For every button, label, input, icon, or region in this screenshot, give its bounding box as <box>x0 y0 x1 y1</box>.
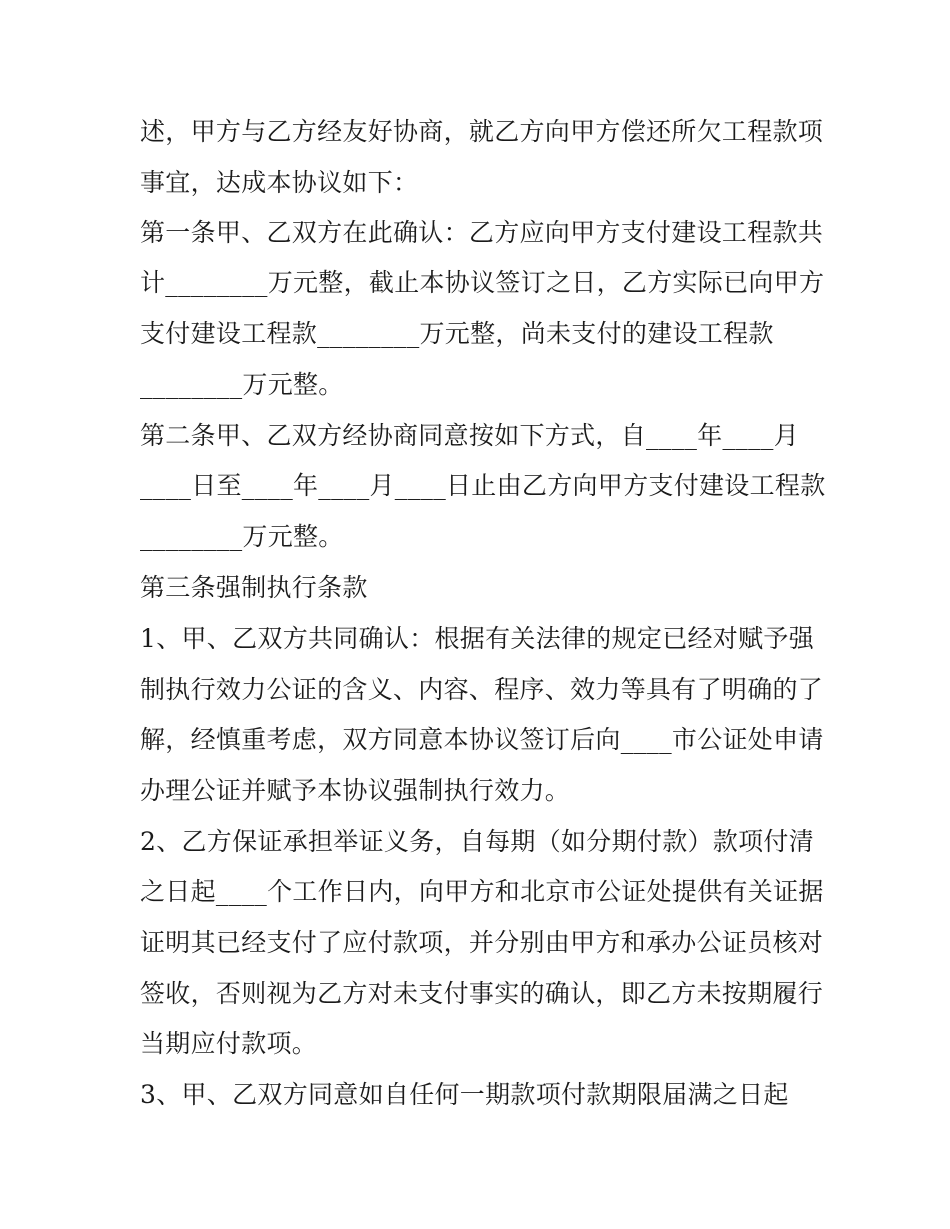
text-line: ________万元整。 <box>140 522 344 551</box>
text-line: 事宜，达成本协议如下： <box>140 168 419 197</box>
text-line: 当期应付款项。 <box>140 1029 318 1058</box>
text-line: 证明其已经支付了应付款项，并分别由甲方和承办公证员核对 <box>140 928 824 957</box>
text-line: 之日起____个工作日内，向甲方和北京市公证处提供有关证据 <box>140 877 824 906</box>
text-line: ________万元整。 <box>140 370 344 399</box>
text-line: ____日至____年____月____日止由乙方向甲方支付建设工程款 <box>140 471 826 500</box>
text-line: 解，经慎重考虑，双方同意本协议签订后向____市公证处申请 <box>140 725 824 754</box>
text-line: 第一条甲、乙双方在此确认：乙方应向甲方支付建设工程款共 <box>140 218 824 247</box>
text-line: 第二条甲、乙双方经协商同意按如下方式，自____年____月 <box>140 421 800 450</box>
text-line: 1、甲、乙双方共同确认：根据有关法律的规定已经对赋予强 <box>140 624 815 653</box>
text-line: 签收，否则视为乙方对未支付事实的确认，即乙方未按期履行 <box>140 979 824 1008</box>
text-line: 支付建设工程款________万元整，尚未支付的建设工程款 <box>140 319 774 348</box>
text-line: 办理公证并赋予本协议强制执行效力。 <box>140 776 571 805</box>
text-line: 3、甲、乙双方同意如自任何一期款项付款期限届满之日起 <box>140 1080 789 1109</box>
text-line: 述，甲方与乙方经友好协商，就乙方向甲方偿还所欠工程款项 <box>140 117 824 146</box>
text-line: 制执行效力公证的含义、内容、程序、效力等具有了明确的了 <box>140 675 824 704</box>
text-line: 第三条强制执行条款 <box>140 573 368 602</box>
text-line: 2、乙方保证承担举证义务，自每期（如分期付款）款项付清 <box>140 827 815 856</box>
text-line: 计________万元整，截止本协议签订之日，乙方实际已向甲方 <box>140 268 825 297</box>
